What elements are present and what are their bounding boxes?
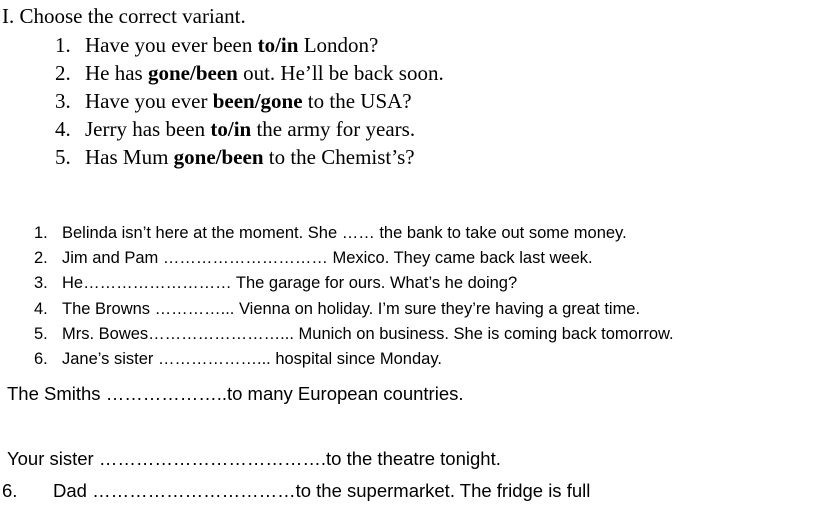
item-choice: been/gone [212, 89, 303, 113]
section3-item: Your sister ……………………………….to the theatre tonight. [7, 448, 501, 469]
section1-item [55, 117, 415, 142]
section2-item [34, 350, 442, 369]
item-number: 3. [55, 89, 71, 113]
section2-item [34, 325, 674, 344]
item-choice: to/in [210, 117, 252, 141]
item-number: 2. [55, 61, 71, 85]
item-text: Have you ever [85, 89, 213, 113]
item-number: 2. [34, 249, 48, 267]
item-text: Jane’s sister ………………... hospital since Monday. [62, 350, 442, 368]
item-number: 5. [34, 325, 48, 343]
item-text: He has [85, 61, 148, 85]
item-choice: gone/been [147, 61, 238, 85]
item-number: 1. [55, 33, 71, 57]
item-text: Have you ever been [85, 33, 258, 57]
item-choice: gone/been [173, 145, 264, 169]
section2-item [34, 224, 627, 243]
item-text: The Browns …………... Vienna on holiday. I’m sure they’re having a great time. [62, 300, 641, 318]
section2-item [34, 249, 593, 268]
item-number: 3. [34, 274, 48, 292]
item-text: to the USA? [302, 89, 412, 113]
section2-item [34, 300, 640, 319]
item-text: the army for years. [251, 117, 416, 141]
section3-item: The Smiths ………………..to many European countries. [7, 383, 464, 404]
exercise-heading: I. Choose the correct variant. [2, 4, 246, 28]
section3-item [2, 480, 590, 502]
item-text: out. He’ll be back soon. [237, 61, 444, 85]
item-text: Jerry has been [85, 117, 211, 141]
item-text: Jim and Pam ………………………… Mexico. They came back last week. [62, 249, 593, 267]
item-text: to the Chemist’s? [263, 145, 415, 169]
item-text: He……………………… The garage for ours. What’s he doing? [62, 274, 518, 292]
item-number: 4. [34, 300, 48, 318]
section1-item [55, 61, 444, 86]
item-text: London? [298, 33, 379, 57]
item-text: Belinda isn’t here at the moment. She …… the bank to take out some money. [62, 224, 627, 242]
item-text: Has Mum [85, 145, 174, 169]
section2-item [34, 274, 517, 293]
item-text: Dad ……………………………to the supermarket. The fridge is full [53, 480, 591, 501]
section1-item [55, 89, 412, 114]
item-number: 1. [34, 224, 48, 242]
section1-item [55, 33, 378, 58]
item-choice: to/in [257, 33, 299, 57]
item-number: 6. [34, 350, 48, 368]
section1-item [55, 145, 415, 170]
item-number: 6. [2, 480, 18, 501]
item-number: 4. [55, 117, 71, 141]
item-number: 5. [55, 145, 71, 169]
item-text: Mrs. Bowes……………………... Munich on business. She is coming back tomorrow. [62, 325, 674, 343]
